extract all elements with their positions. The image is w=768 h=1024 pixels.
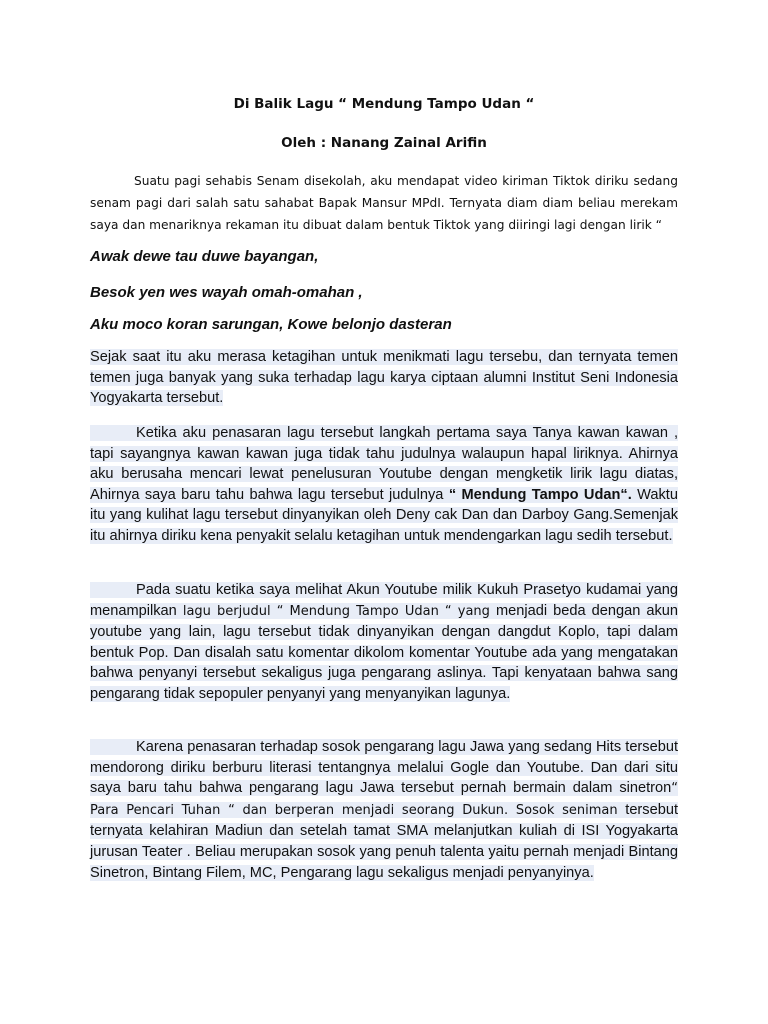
lyric-line-1: Awak dewe tau duwe bayangan, (90, 248, 319, 265)
song-title-bold: “ Mendung Tampo Udan“. (448, 486, 632, 503)
author-line: Oleh : Nanang Zainal Arifin (281, 135, 487, 151)
paragraph-2-text-a: Ketika aku penasaran lagu tersebut langkah pertama saya Tanya kawan kawan , tapi sayangnya kawan kawan juga tidak tahu judulnya walaupun hapal liriknya. Ahirnya aku berusaha mencari lewat penelusuran Youtube dengan mengketik lirik lagu diatas, Ahirnya saya baru tahu bahwa lagu tersebut judulnya (90, 425, 678, 503)
intro-text: Suatu pagi sehabis Senam disekolah, aku mendapat video kiriman Tiktok diriku sedang senam pagi dari salah satu sahabat Bapak Mansur MPdI. Ternyata diam diam beliau merekam saya dan menariknya rekaman itu dibuat dalam bentuk Tiktok yang diiringi lagi dengan lirik “ (90, 174, 678, 232)
paragraph-4-text-a: Karena penasaran terhadap sosok pengarang lagu Jawa yang sedang Hits tersebut mendorong diriku berburu literasi tentangnya melalui Gogle dan Youtube. Dan dari situ saya baru tahu bahwa pengarang lagu Jawa tersebut pernah bermain dalam sinetron (90, 739, 678, 797)
paragraph-2-text-b: Waktu itu yang kulihat lagu tersebut dinyanyikan oleh Deny cak Dan dan Darboy Gang.Semenjak itu ahirnya diriku kena penyakit selalu ketagihan untuk mendengarkan lagu sedih tersebut. (90, 486, 678, 544)
document-title: Di Balik Lagu “ Mendung Tampo Udan “ (233, 96, 535, 112)
paragraph-1-text: Sejak saat itu aku merasa ketagihan untuk menikmati lagu tersebu, dan ternyata temen temen juga banyak yang suka terhadap lagu karya ciptaan alumni Institut Seni Indonesia Yogyakarta tersebut. (90, 349, 678, 407)
paragraph-2 (90, 423, 678, 547)
lyric-line-3: Aku moco koran sarungan, Kowe belonjo dasteran (90, 316, 452, 333)
intro-paragraph (90, 170, 678, 236)
paragraph-4-alt-font-text: “ Para Pencari Tuhan “ dan berperan menjadi seorang Dukun. Sosok seniman (90, 781, 678, 818)
paragraph-3-text-a: Pada suatu ketika saya melihat Akun Youtube milik Kukuh Prasetyo kudamai yang menampilkan (90, 582, 678, 619)
lyric-line-2: Besok yen wes wayah omah-omahan , (90, 284, 363, 301)
paragraph-3-alt-font-text: lagu berjudul “ Mendung Tampo Udan “ yang (182, 603, 490, 619)
paragraph-1 (90, 347, 678, 409)
paragraph-4 (90, 737, 678, 883)
paragraph-3-text-b: menjadi beda dengan akun youtube yang lain, lagu tersebut tidak dinyanyikan dengan dangdut Koplo, tapi dalam bentuk Pop. Dan disalah satu komentar dikolom komentar Youtube ada yang mengatakan bahwa penyanyi tersebut sekaligus juga pengarang aslinya. Tapi kenyataan bahwa sang pengarang tidak sepopuler penyanyi yang menyanyikan lagunya. (90, 602, 679, 702)
paragraph-4-text-b: tersebut ternyata kelahiran Madiun dan setelah tamat SMA melanjutkan kuliah di ISI Yogyakarta jurusan Teater . Beliau merupakan sosok yang penuh talenta yaitu pernah menjadi Bintang Sinetron, Bintang Filem, MC, Pengarang lagu sekaligus menjadi penyanyinya. (90, 801, 678, 881)
paragraph-3 (90, 580, 678, 705)
